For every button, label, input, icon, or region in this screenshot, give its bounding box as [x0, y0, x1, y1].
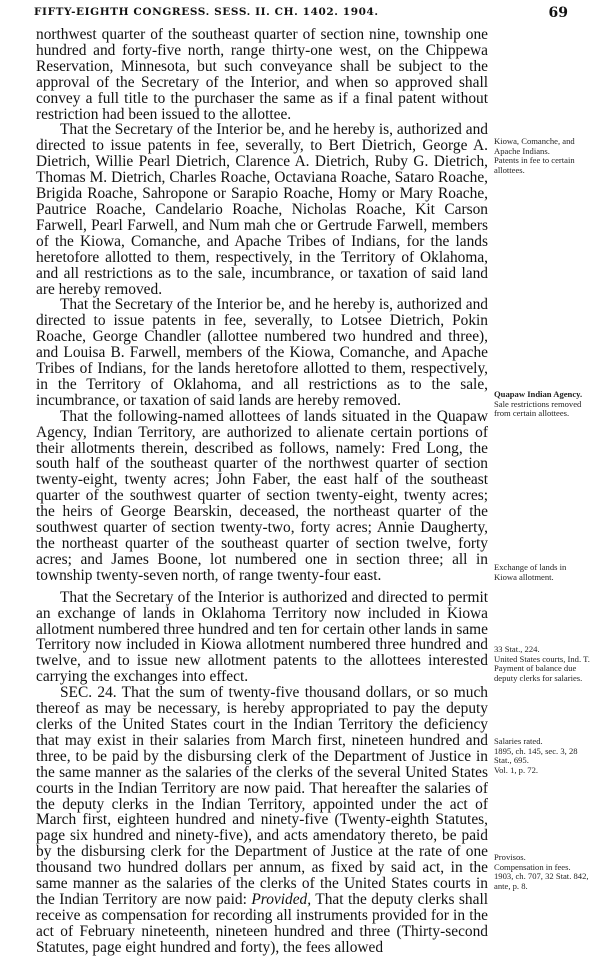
margin-note-line: Sale restrictions removed from certain allottees. — [494, 398, 582, 419]
margin-note-line: Vol. 1, p. 72. — [494, 764, 539, 775]
header-title: FIFTY-EIGHTH CONGRESS. SESS. II. CH. 1402. 1904. — [34, 6, 379, 18]
margin-note-line: 33 Stat., 224. — [494, 644, 540, 654]
paragraph-quapaw-allottees: That the following-named allottees of lands situated in the Quapaw Agency, Indian Territory, are authorized to alienate certain portions of their allotments therein, described as follows, namely: Fred Long, the south half of the southeast quarter of the northwest quarter of section twenty-eight, twenty acres; John Faber, the east half of the southeast quarter of the southwest quarter of section twenty-eight, twenty acres; the heirs of George Bearskin, deceased, the northeast quarter of the southwest quarter of section twenty-two, forty acres; Annie Daugherty, the northeast quarter of the southeast quarter of section twelve, forty acres; and James Boone, lot numbered one in section three; all in township twenty-seven north, of range twenty-four east. — [36, 407, 488, 584]
margin-note-line: Compensation in fees. — [494, 861, 571, 872]
proviso-word: Provided, — [251, 890, 312, 908]
margin-note-sec24 — [494, 645, 590, 683]
margin-note-line: Kiowa, Comanche, and Apache Indians. — [494, 136, 575, 156]
margin-note-exchange — [494, 563, 590, 582]
page-number: 69 — [548, 5, 568, 21]
paragraph-kiowa-patents-second: That the Secretary of the Interior be, and he hereby is, authorized and directed to issue patents in fee, severally, to Lotsee Dietrich, Pokin Roache, George Chandler (allottee numbered two hundred and three), and Louisa B. Farwell, members of the Kiowa, Comanche, and Apache Tribes of Indians, for the lands heretofore allotted to them, respectively, in the Territory of Oklahoma, and all restrictions as to the sale, incumbrance, or taxation of said lands are hereby removed. — [36, 296, 488, 409]
margin-note-line: United States courts, Ind. T. — [494, 653, 590, 664]
paragraph-kiowa-patents: That the Secretary of the Interior be, and he hereby is, authorized and directed to issue patents in fee, severally, to Bert Dietrich, George A. Dietrich, Willie Pearl Dietrich, Clarence A. Dietrich, Ruby G. Dietrich, Thomas M. Dietrich, Charles Roache, Octaviana Roache, Sataro Roache, Brigida Roache, Sahropone or Sarapio Roache, Homy or Mary Roache, Pautrice Roache, Candelario Roache, Nicholas Roache, Kit Carson Farwell, Pearl Farwell, and Num mah che or Gertrude Farwell, members of the Kiowa, Comanche, and Apache Tribes of Indians, for the lands heretofore allotted to them, respectively, in the Territory of Oklahoma, and all restrictions as to the sale, incumbrance, or taxation of said land are hereby removed. — [36, 121, 488, 298]
margin-note-line: Exchange of lands in Kiowa allotment. — [494, 562, 567, 582]
margin-note-line: 1895, ch. 145, sec. 3, 28 Stat., 695. — [494, 745, 578, 766]
margin-note-line: Payment of balance due deputy clerks for salaries. — [494, 663, 583, 683]
margin-note-line: Quapaw Indian Agency. — [494, 389, 583, 399]
section-24-text: SEC. 24. That the sum of twenty-five thousand dollars, or so much thereof as may be necessary, is hereby appropriated to pay the deputy clerks of the United States court in the Indian Territory the deficiency that may exist in their salaries from March first, nineteen hundred and three, to be paid by the disbursing clerk of the Department of Justice in the same manner as the salaries of the clerks of the several United States courts in the Indian Territory are now paid. That hereafter the salaries of the deputy clerks in the Indian Territory, appointed under the act of March first, eighteen hundred and ninety-five (Twenty-eighth Statutes, page six hundred and ninety-five), and acts amendatory thereto, be paid by the disbursing clerk for the Department of Justice at the rate of one thousand two hundred dollars per annum, as fixed by said act, in the same manner as the salaries of the clerks of the United States courts in the Indian Territory are now paid: — [36, 684, 488, 908]
paragraph-exchange-lands: That the Secretary of the Interior is authorized and directed to permit an exchange of lands in Oklahoma Territory now included in Kiowa allotment numbered three hundred and ten for certain other lands in same Territory now included in Kiowa allotment numbered three hundred and twelve, and to issue new allotment patents to the allottees interested carrying the exchanges into effect. — [36, 588, 488, 686]
statute-body — [36, 27, 488, 956]
section-24-text-cont: That the deputy clerks shall receive as compensation for recording all instruments provided for in the act of February nineteenth, nineteen hundred and three (Thirty-second Statutes, page eight hundred and forty), the fees allowed — [36, 890, 488, 956]
margin-note-kiowa — [494, 137, 590, 175]
margin-note-line: 1903, ch. 707, 32 Stat. 842, ante, p. 8. — [494, 871, 589, 891]
margin-note-line: Patents in fee to certain allottees. — [494, 155, 575, 175]
margin-note-line: Provisos. — [494, 852, 526, 862]
margin-note-provisos — [494, 853, 590, 891]
margin-note-salaries — [494, 737, 590, 775]
margin-note-line: Salaries rated. — [494, 736, 543, 746]
paragraph-section-24 — [36, 685, 488, 955]
margin-note-quapaw — [494, 390, 590, 419]
paragraph-continuation: northwest quarter of the southeast quarter of section nine, township one hundred and forty-five north, range thirty-one west, on the Chippewa Reservation, Minnesota, but such conveyance shall be subject to the approval of the Secretary of the Interior, and when so approved shall convey a full title to the purchaser the same as if a final patent without restriction had been issued to the allottee. — [36, 26, 488, 123]
running-header — [0, 6, 600, 26]
